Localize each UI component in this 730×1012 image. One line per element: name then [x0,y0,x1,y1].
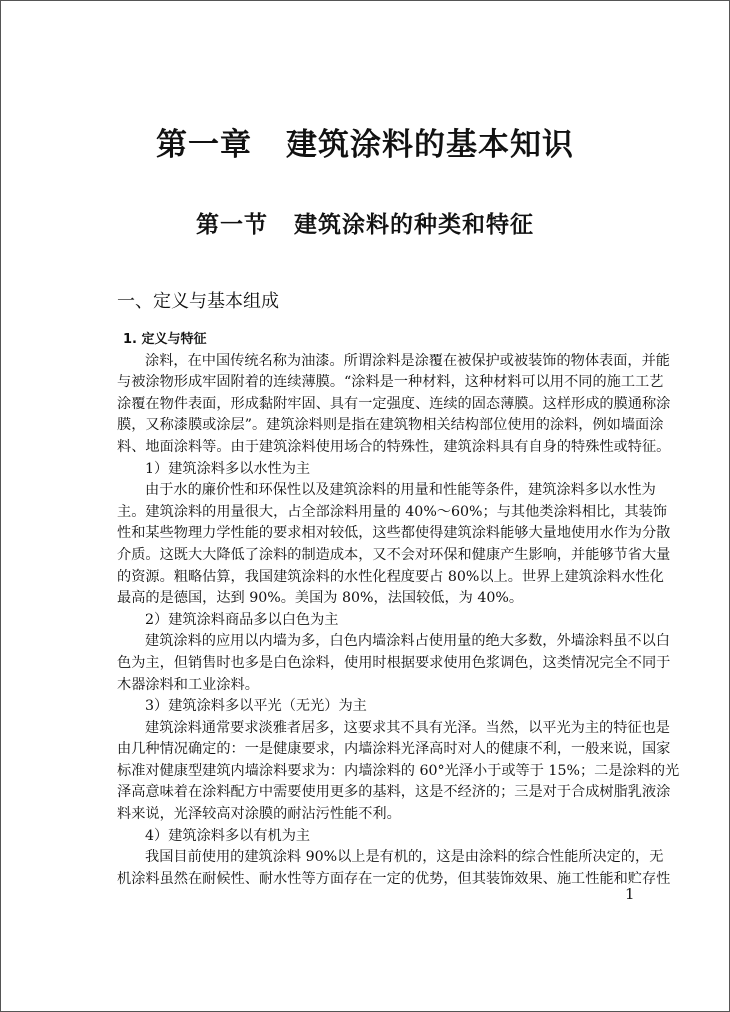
text-line: 主。建筑涂料的用量很大，占全部涂料用量的 40%～60%；与其他类涂料相比，其装饰 [117,503,667,520]
text-line: 建筑涂料的应用以内墙为多，白色内墙涂料占使用量的绝大多数，外墙涂料虽不以白 [145,633,670,650]
text-line: 由于水的廉价性和环保性以及建筑涂料的用量和性能等条件，建筑涂料多以水性为 [145,482,656,499]
text-line: 泽高意味着在涂料配方中需要使用更多的基料，这是不经济的；三是对于合成树脂乳液涂 [117,784,671,801]
chapter-label: 第一章 [156,127,252,163]
text-line: 涂料，在中国传统名称为油漆。所谓涂料是涂覆在被保护或被装饰的物体表面，并能 [145,352,670,369]
page-number: 1 [625,885,635,903]
text-line: 料来说，光泽较高对涂膜的耐沾污性能不利。 [117,806,401,823]
text-line: 性和某些物理力学性能的要求相对较低，这些都使得建筑涂料能够大量地使用水作为分散 [117,525,671,542]
section-label: 第一节 [196,211,268,238]
text-line: 标准对健康型建筑内墙涂料要求为：内墙涂料的 60°光泽小于或等于 15%；二是涂料的光 [117,762,680,779]
text-line: 涂覆在物件表面，形成黏附牢固、具有一定强度、连续的固态薄膜。这样形成的膜通称涂 [117,395,671,412]
text-line: 1）建筑涂料多以水性为主 [145,460,311,477]
section-title [1,206,729,239]
text-line: 4）建筑涂料多以有机为主 [145,827,311,844]
text-line: 膜，又称漆膜或涂层”。建筑涂料则是指在建筑物相关结构部位使用的涂料，例如墙面涂 [117,417,664,434]
text-line: 我国目前使用的建筑涂料 90%以上是有机的，这是由涂料的综合性能所决定的，无 [145,849,664,866]
paragraph-heading: 1. 定义与特征 [123,332,207,347]
text-line: 的资源。粗略估算，我国建筑涂料的水性化程度要占 80%以上。世界上建筑涂料水性化 [117,568,664,585]
text-line: 料、地面涂料等。由于建筑涂料使用场合的特殊性，建筑涂料具有自身的特殊性或特征。 [117,438,671,455]
chapter-name: 建筑涂料的基本知识 [286,127,574,163]
text-line: 介质。这既大大降低了涂料的制造成本，又不会对环保和健康产生影响，并能够节省大量 [117,546,671,563]
body-text [117,329,680,890]
text-line: 木器涂料和工业涂料。 [117,676,259,693]
text-line: 色为主，但销售时也多是白色涂料，使用时根据要求使用色浆调色，这类情况完全不同于 [117,654,671,671]
subsection-title: 一、定义与基本组成 [117,291,279,312]
chapter-title [1,119,729,164]
text-line: 与被涂物形成牢固附着的连续薄膜。“涂料是一种材料，这种材料可以用不同的施工工艺 [117,374,664,391]
text-line: 2）建筑涂料商品多以白色为主 [145,611,339,628]
section-name: 建筑涂料的种类和特征 [294,211,534,238]
text-line: 3）建筑涂料多以平光（无光）为主 [145,698,367,715]
text-line: 建筑涂料通常要求淡雅者居多，这要求其不具有光泽。当然，以平光为主的特征也是 [145,719,670,736]
text-line: 机涂料虽然在耐候性、耐水性等方面存在一定的优势，但其装饰效果、施工性能和贮存性 [117,870,671,887]
text-line: 由几种情况确定的：一是健康要求，内墙涂料光泽高时对人的健康不利，一般来说，国家 [117,741,671,758]
text-line: 最高的是德国，达到 90%。美国为 80%，法国较低，为 40%。 [117,590,524,607]
